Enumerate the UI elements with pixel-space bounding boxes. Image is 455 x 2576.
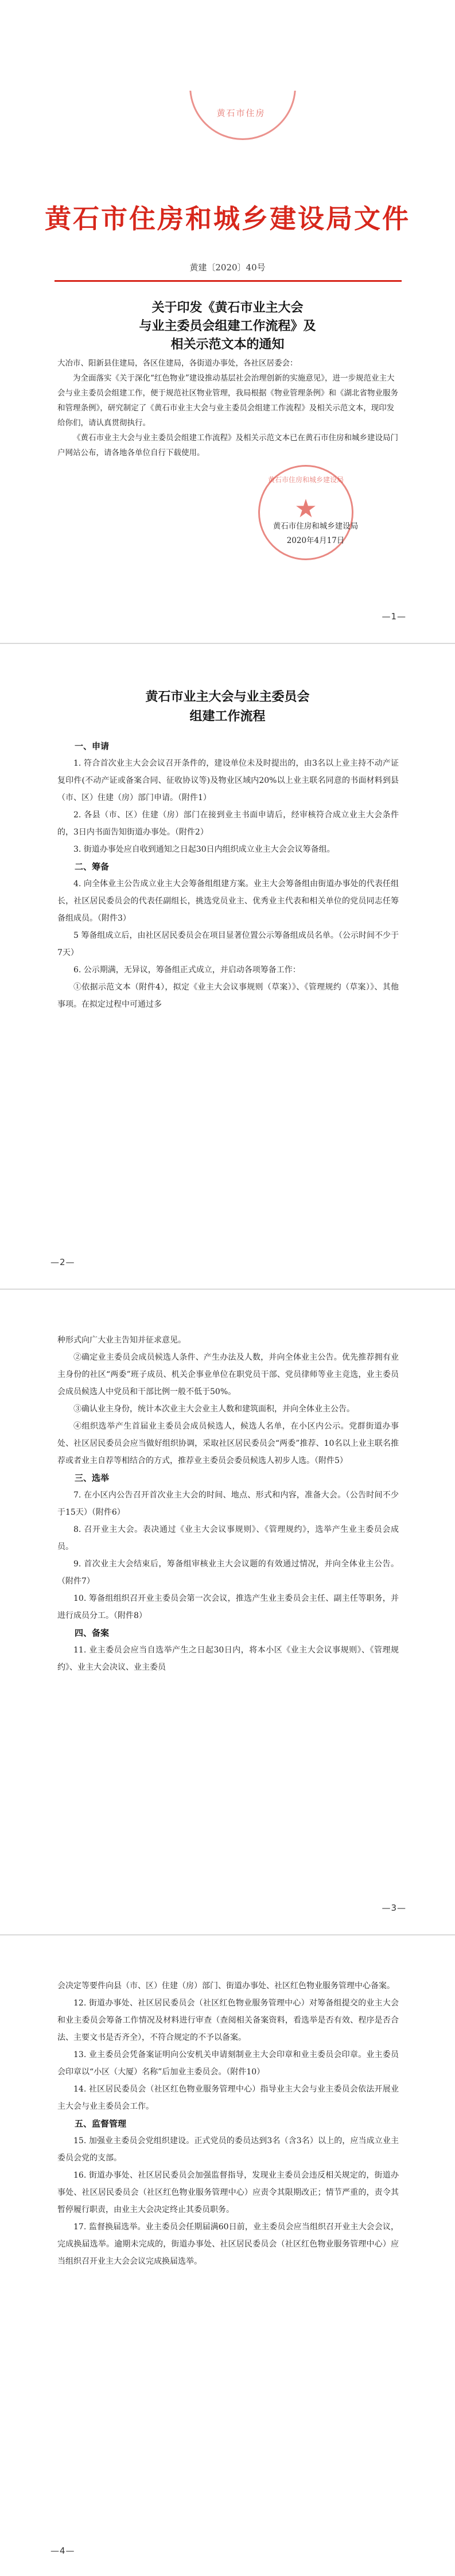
paragraph: ③确认业主身份，统计本次业主大会业主人数和建筑面积，并向全体业主公告。 (73, 1405, 355, 1414)
paragraph: 种形式向广大业主告知并征求意见。 (57, 1336, 186, 1345)
notice-title-line-2: 与业主委员会组建工作流程》及 (139, 319, 316, 333)
page-separator (0, 643, 455, 644)
page-3-content (57, 1332, 399, 1676)
paragraph: 14. 社区居民委员会（社区红色物业服务管理中心）指导业主大会与业主委员会依法开展业主大会与业主委员会工作。 (57, 2085, 399, 2111)
paragraph: 7. 在小区内公告召开首次业主大会的时间、地点、形式和内容，准备大会。（公告时间不少于15天）（附件6） (57, 1491, 399, 1517)
red-header-title: 黄石市住房和城乡建设局文件 (45, 203, 410, 234)
paragraph: 15. 加强业主委员会党组织建设。正式党员的委员达到3名（含3名）以上的，应当成立业主委员会党的支部。 (57, 2136, 399, 2163)
paragraph: 10. 筹备组组织召开业主委员会第一次会议，推选产生业主委员会主任、副主任等职务，并进行成员分工。（附件8） (57, 1594, 399, 1620)
section-heading: 三、选举 (75, 1473, 110, 1483)
body-paragraph: 《黄石市业主大会与业主委员会组建工作流程》及相关示范文本已在黄石市住房和城乡建设局门户网站公布，请各地各单位自行下载使用。 (57, 433, 398, 457)
page-separator (0, 1934, 455, 1935)
red-divider-line (55, 280, 402, 282)
seal-arc (189, 33, 296, 140)
page-4-content (57, 1977, 399, 2270)
section-heading: 一、申请 (75, 741, 110, 751)
section-heading: 二、筹备 (75, 862, 110, 872)
paragraph: 8. 召开业主大会。表决通过《业主大会议事规则》、《管理规约》，选举产生业主委员会成员。 (57, 1525, 399, 1551)
page-2-content (57, 738, 399, 1013)
notice-body (57, 356, 399, 460)
paragraph: ④组织选举产生首届业主委员会成员候选人，候选人名单，在小区内公示。党群街道办事处、社区居民委员会应当做好组织协调，采取社区居民委员会“两委”推荐、10名以上业主联名推荐或者业主自荐等相结合的方式，推荐业主委员会委员候选人初步人选。（附件5） (57, 1422, 399, 1465)
page-number: —4— (50, 2546, 75, 2556)
paragraph: 5 筹备组成立后，由社区居民委员会在项目显著位置公示筹备组成员名单。（公示时间不少于7天） (57, 931, 399, 957)
paragraph: 3. 街道办事处应自收到通知之日起30日内组织成立业主大会会议筹备组。 (73, 845, 335, 854)
partial-seal-stamp (189, 96, 293, 137)
paragraph: 12. 街道办事处、社区居民委员会（社区红色物业服务管理中心）对筹备组提交的业主大会和业主委员会筹备工作情况及材料进行审查（查阅相关备案资料，看选举是否有效、程序是否合法、主要文书是否齐全），不符合规定的不予以备案。 (57, 1999, 399, 2042)
document-title-line-2: 组建工作流程 (189, 709, 266, 724)
signature-org: 黄石市住房和城乡建设局 (273, 522, 359, 531)
page-1 (0, 0, 455, 640)
page-separator (0, 1289, 455, 1290)
paragraph: 11. 业主委员会应当自选举产生之日起30日内，将本小区《业主大会议事规则》、《管理规约》、业主大会决议、业主委员 (57, 1646, 399, 1672)
paragraph: 16. 街道办事处、社区居民委员会加强监督指导，发现业主委员会违反相关规定的，街道办事处、社区居民委员会（社区红色物业服务管理中心）应责令其限期改正；情节严重的，责令其暂停履行职责，由业主大会决定终止其委员职务。 (57, 2171, 399, 2214)
signature-date: 2020年4月17日 (286, 536, 345, 545)
section-heading: 四、备案 (75, 1628, 110, 1638)
paragraph: 6. 公示期满，无异议，筹备组正式成立，并启动各项筹备工作： (73, 965, 301, 975)
document-number: 黄建〔2020〕40号 (189, 262, 266, 273)
paragraph: 会决定等要件向县（市、区）住建（房）部门、街道办事处、社区红色物业服务管理中心备案。 (57, 1981, 395, 1991)
page-4 (0, 1937, 455, 2576)
paragraph: ①依据示范文本（附件4），拟定《业主大会议事规则（草案）》、《管理规约（草案）》、其他事项。在拟定过程中可通过多 (57, 983, 399, 1009)
seal-stamp-text: 黄石市住房 (216, 108, 266, 118)
page-number: —2— (50, 1257, 75, 1267)
paragraph: 1. 符合首次业主大会会议召开条件的，建设单位未及时提出的，由3名以上业主持不动产证复印件(不动产证或备案合同、征收协议等)及物业区域内20%以上业主联名同意的书面材料到县（市、区）住建（房）部门申请。（附件1） (57, 759, 399, 802)
page-number: —3— (382, 1903, 406, 1913)
page-3 (0, 1291, 455, 1931)
paragraph: 2. 各县（市、区）住建（房）部门在接到业主书面申请后，经审核符合成立业主大会条件的，3日内书面告知街道办事处。（附件2） (57, 810, 399, 837)
seal-star-icon: ★ (294, 494, 317, 523)
paragraph: 17. 监督换届选举。业主委员会任期届满60日前，业主委员会应当组织召开业主大会会议，完成换届选举。逾期未完成的，街道办事处、社区居民委员会（社区红色物业服务管理中心）应当组织召开业主大会会议完成换届选举。 (57, 2222, 399, 2266)
notice-title-line-3: 相关示范文本的通知 (170, 337, 285, 352)
notice-title (69, 298, 386, 354)
page-2 (0, 646, 455, 1286)
document-title (0, 687, 455, 726)
page-number: —1— (382, 611, 406, 622)
section-heading: 五、监督管理 (75, 2119, 127, 2129)
paragraph: 13. 业主委员会凭备案证明向公安机关申请刻制业主大会印章和业主委员会印章。业主委员会印章以“小区（大厦）名称”后加业主委员会。（附件10） (57, 2050, 399, 2077)
body-paragraph: 为全面落实《关于深化“红色物业”建设推动基层社会治理创新的实施意见》，进一步规范业主大会与业主委员会组建工作，便于规范社区物业管理，我局根据《物业管理条例》和《湖北省物业服务和管理条例》，研究制定了《黄石市业主大会与业主委员会组建工作流程》及相关示范文本，现印发给你们，请认真贯彻执行。 (57, 374, 398, 428)
salutation: 大冶市、阳新县住建局，各区住建局，各街道办事处，各社区居委会： (57, 359, 298, 368)
official-seal (258, 465, 353, 560)
paragraph: ②确定业主委员会成员候选人条件、产生办法及人数，并向全体业主公告。优先推荐拥有业主身份的社区“两委”班子成员、机关企事业单位在职党员干部、党员律师等业主竞选，业主委员会成员候选人中党员和干部比例一般不低于50%。 (57, 1353, 399, 1396)
seal-ring-text: 黄石市住房和城乡建设局 (267, 476, 344, 484)
paragraph: 9. 首次业主大会结束后，筹备组审核业主大会议题的有效通过情况，并向全体业主公告。（附件7） (57, 1559, 399, 1586)
document-title-line-1: 黄石市业主大会与业主委员会 (145, 689, 310, 704)
paragraph: 4. 向全体业主公告成立业主大会筹备组组建方案。业主大会筹备组由街道办事处的代表任组长，社区居民委员会的代表任副组长，挑选党员业主、优秀业主代表和相关单位的党员同志任筹备组成员。（附件3） (57, 879, 399, 923)
notice-title-line-1: 关于印发《黄石市业主大会 (151, 300, 304, 315)
